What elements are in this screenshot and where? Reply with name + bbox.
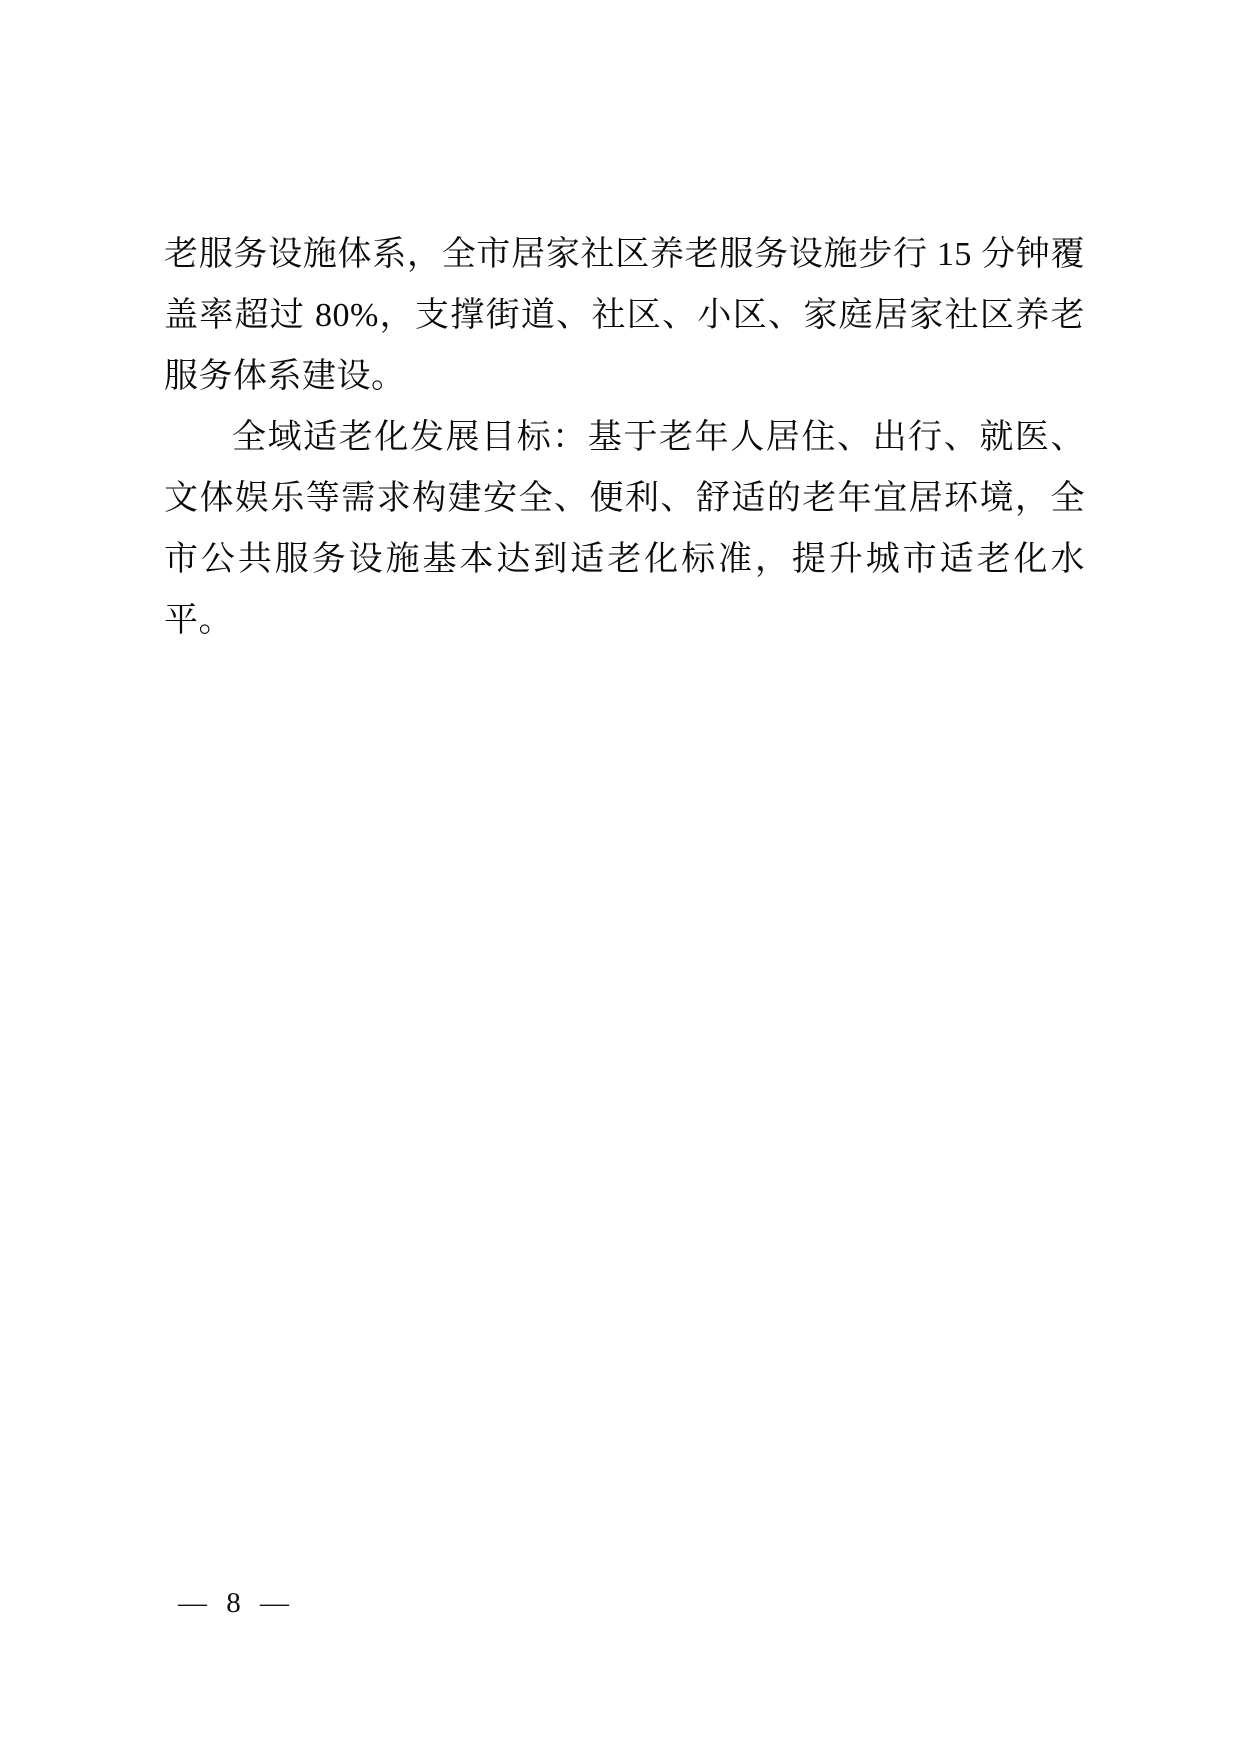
document-body — [164, 224, 1085, 651]
paragraph-aging-goal: 全域适老化发展目标：基于老年人居住、出行、就医、文体娱乐等需求构建安全、便利、舒适的老年宜居环境，全市公共服务设施基本达到适老化标准，提升城市适老化水平。 — [164, 419, 1085, 639]
page-number: — 8 — — [178, 1587, 291, 1619]
paragraph-continuation: 老服务设施体系，全市居家社区养老服务设施步行 15 分钟覆盖率超过 80%，支撑街道、社区、小区、家庭居家社区养老服务体系建设。 — [164, 236, 1085, 395]
